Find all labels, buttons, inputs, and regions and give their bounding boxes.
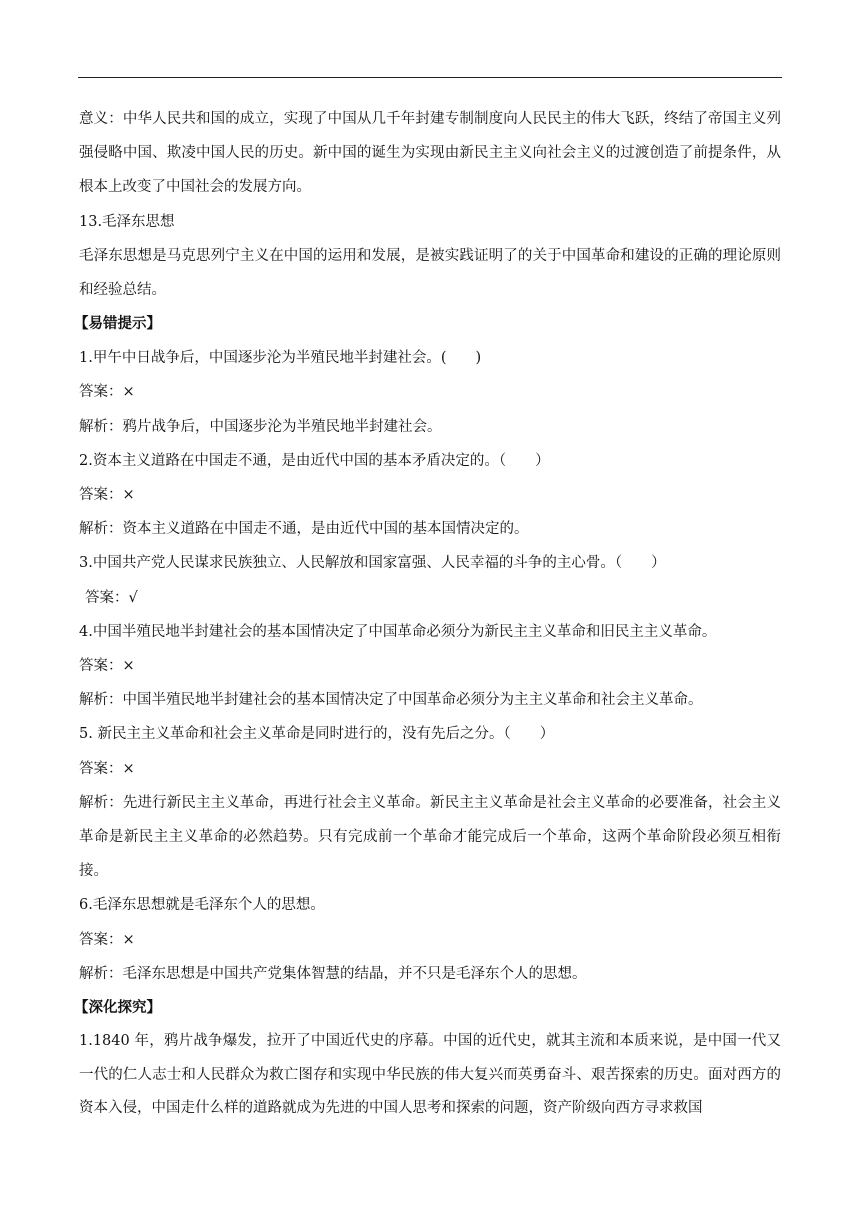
mistake-5-answer: 答案：× <box>79 760 135 777</box>
mistake-5-question: 5. 新民主主义革命和社会主义革命是同时进行的，没有先后之分。（ ） <box>79 726 555 743</box>
mistakes-heading: 【易错提示】 <box>74 316 161 333</box>
meaning-paragraph: 意义：中华人民共和国的成立，实现了中国从几千年封建专制制度向人民民主的伟大飞跃，终结了帝国主义列强侵略中国、欺凌中国人民的历史。新中国的诞生为实现由新民主主义向社会主义的过渡创造了前提条件，从根本上改变了中国社会的发展方向。 <box>79 111 781 196</box>
mistake-1-question: 1.甲午中日战争后，中国逐步沦为半殖民地半封建社会。( ) <box>79 350 482 367</box>
mistake-5-explanation: 解析：先进行新民主主义革命，再进行社会主义革命。新民主主义革命是社会主义革命的必要准备，社会主义革命是新民主主义革命的必然趋势。只有完成前一个革命才能完成后一个革命，这两个革命阶段必须互相衔接。 <box>79 794 781 880</box>
mistake-1-explanation: 解析：鸦片战争后，中国逐步沦为半殖民地半封建社会。 <box>79 418 442 435</box>
mistake-4-question: 4.中国半殖民地半封建社会的基本国情决定了中国革命必须分为新民主主义革命和旧民主主义革命。 <box>79 623 717 640</box>
mistake-2-question: 2.资本主义道路在中国走不通，是由近代中国的基本矛盾决定的。（ ） <box>79 452 550 469</box>
mistake-1-answer: 答案：× <box>79 384 135 401</box>
item-13-text: 毛泽东思想是马克思列宁主义在中国的运用和发展，是被实践证明了的关于中国革命和建设的正确的理论原则和经验总结。 <box>79 247 781 299</box>
mistake-3-answer: 答案：√ <box>85 589 138 606</box>
mistake-6-explanation: 解析：毛泽东思想是中国共产党集体智慧的结晶，并不只是毛泽东个人的思想。 <box>79 965 587 982</box>
mistake-3-question: 3.中国共产党人民谋求民族独立、人民解放和国家富强、人民幸福的斗争的主心骨。（ ） <box>79 555 666 572</box>
mistake-6-question: 6.毛泽东思想就是毛泽东个人的思想。 <box>79 897 325 914</box>
mistake-2-answer: 答案：× <box>79 487 135 504</box>
mistake-6-answer: 答案：× <box>79 931 135 948</box>
item-13-title: 13.毛泽东思想 <box>79 213 175 230</box>
explore-paragraph: 1.1840 年，鸦片战争爆发，拉开了中国近代史的序幕。中国的近代史，就其主流和本质来说，是中国一代又一代的仁人志士和人民群众为救亡图存和实现中华民族的伟大复兴而英勇奋斗、艰苦探索的历史。面对西方的资本入侵，中国走什么样的道路就成为先进的中国人思考和探索的问题，资产阶级向西方寻求救国 <box>79 1033 781 1117</box>
header-rule <box>78 77 782 78</box>
mistake-4-answer: 答案：× <box>79 658 135 675</box>
explore-heading: 【深化探究】 <box>74 1000 161 1017</box>
mistake-4-explanation: 解析：中国半殖民地半封建社会的基本国情决定了中国革命必须分为主主义革命和社会主义革命。 <box>79 692 703 709</box>
mistake-2-explanation: 解析：资本主义道路在中国走不通，是由近代中国的基本国情决定的。 <box>79 521 529 538</box>
document-body <box>74 102 781 1126</box>
